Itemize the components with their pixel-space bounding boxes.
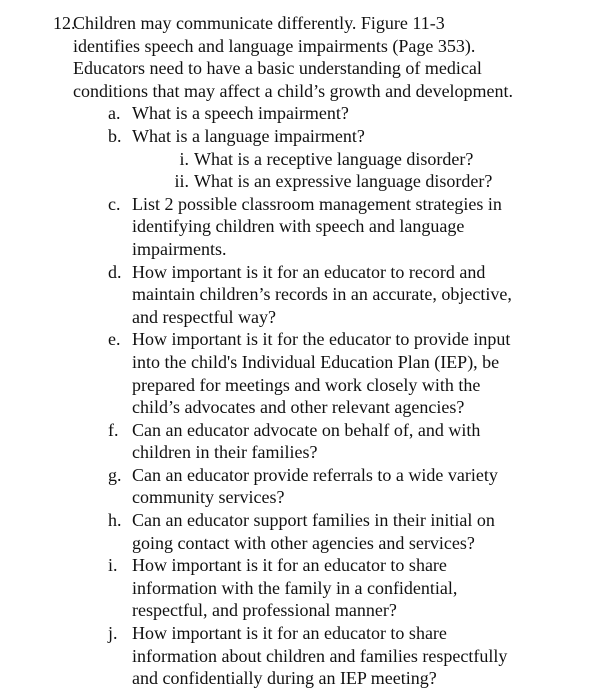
item-marker: b.	[108, 125, 122, 146]
list-item-e	[0, 328, 611, 418]
item-marker: i.	[108, 555, 118, 576]
item-line: Can an educator advocate on behalf of, and with	[132, 419, 481, 440]
item-line: How important is it for an educator to share	[132, 623, 447, 644]
item-marker: d.	[108, 261, 122, 282]
list-item-a	[0, 102, 611, 125]
item-marker: g.	[108, 464, 122, 485]
list-item-i	[0, 554, 611, 622]
question-continuation	[0, 35, 611, 103]
item-line: maintain children’s records in an accurate, objective,	[132, 284, 512, 305]
item-line: children in their families?	[132, 442, 318, 463]
list-item-b	[0, 125, 611, 148]
item-line: respectful, and professional manner?	[132, 600, 397, 621]
item-line: What is a speech impairment?	[132, 103, 349, 124]
item-marker: e.	[108, 329, 121, 350]
sub-item-marker: i.	[179, 148, 189, 169]
item-line: prepared for meetings and work closely with the	[132, 374, 481, 395]
list-item-j	[0, 622, 611, 690]
item-line: List 2 possible classroom management strategies in	[132, 193, 502, 214]
item-line: going contact with other agencies and services?	[132, 532, 475, 553]
sub-item-ii	[0, 170, 611, 193]
item-line: Can an educator provide referrals to a wide variety	[132, 464, 498, 485]
list-item-g	[0, 464, 611, 509]
sub-item-text: What is an expressive language disorder?	[194, 171, 493, 192]
item-line: community services?	[132, 487, 285, 508]
question-document	[0, 12, 611, 690]
item-marker: j.	[108, 623, 118, 644]
item-line: information about children and families respectfully	[132, 645, 508, 666]
item-line: impairments.	[132, 238, 227, 259]
question-line: Educators need to have a basic understanding of medical	[73, 58, 482, 79]
item-line: How important is it for an educator to share	[132, 555, 447, 576]
item-line: What is a language impairment?	[132, 125, 365, 146]
item-line: identifying children with speech and language	[132, 216, 465, 237]
item-marker: h.	[108, 510, 122, 531]
list-item-h	[0, 509, 611, 554]
item-line: How important is it for the educator to provide input	[132, 329, 511, 350]
item-line: and confidentially during an IEP meeting?	[132, 668, 437, 689]
question-line: Children may communicate differently. Figure 11-3	[73, 13, 445, 33]
item-line: child’s advocates and other relevant agencies?	[132, 397, 465, 418]
item-line: and respectful way?	[132, 306, 276, 327]
list-item-d	[0, 261, 611, 329]
item-line: information with the family in a confidential,	[132, 577, 458, 598]
item-marker: a.	[108, 103, 121, 124]
sub-item-i	[0, 148, 611, 171]
sub-item-marker: ii.	[174, 171, 189, 192]
question-number: 12.	[53, 13, 76, 33]
item-line: into the child's Individual Education Plan (IEP), be	[132, 351, 500, 372]
item-marker: f.	[108, 419, 119, 440]
question-header	[0, 12, 611, 35]
sub-item-text: What is a receptive language disorder?	[194, 148, 474, 169]
question-line: identifies speech and language impairments (Page 353).	[73, 35, 476, 56]
item-line: How important is it for an educator to record and	[132, 261, 486, 282]
list-item-f	[0, 419, 611, 464]
list-item-c	[0, 193, 611, 261]
question-line: conditions that may affect a child’s growth and development.	[73, 80, 514, 101]
item-marker: c.	[108, 193, 121, 214]
item-line: Can an educator support families in their initial on	[132, 510, 495, 531]
